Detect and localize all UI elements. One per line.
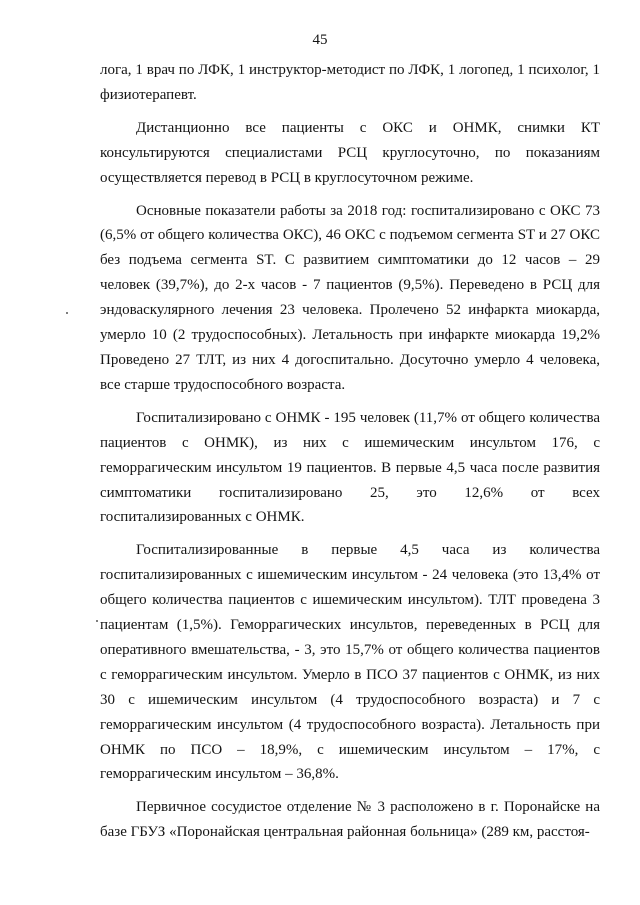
paragraph-remote-consultation: Дистанционно все пациенты с ОКС и ОНМК, снимки КТ консультируются специалистами РСЦ круглосуточно, по показаниям осуществляется перевод в РСЦ в круглосуточном режиме.: [100, 119, 600, 186]
paragraph-acs-indicators: Основные показатели работы за 2018 год: госпитализировано с ОКС 73 (6,5% от общего количества ОКС), 46 ОКС с подъемом сегмента ST и 27 ОКС без подъема сегмента ST. С развитием симптоматики до 12 часов – 29 человек (39,7%), до 2-х часов - 7 пациентов (9,5%). Переведено в РСЦ для эндоваскулярного лечения 23 человека. Пролечено 52 инфаркта миокарда, умерло 10 (2 трудоспособных). Летальность при инфаркте миокарда 19,2% Проведено 27 ТЛТ, из них 4 догоспитально. Досуточно умерло 4 человека, все старше трудоспособного возраста.: [100, 202, 600, 393]
paragraph-vascular-department-3: Первичное сосудистое отделение № 3 расположено в г. Поронайске на базе ГБУЗ «Поронайская центральная районная больница» (289 км, расстоя-: [100, 799, 600, 841]
paragraph-continuation: лога, 1 врач по ЛФК, 1 инструктор-методист по ЛФК, 1 логопед, 1 психолог, 1 физиотерапевт.: [100, 62, 600, 103]
scan-speck: [66, 312, 68, 314]
paragraph-stroke-hospitalization: Госпитализировано с ОНМК - 195 человек (11,7% от общего количества пациентов с ОНМК), из них с ишемическим инсультом 176, с геморрагическим инсультом 19 пациентов. В первые 4,5 часа после развития симптоматики госпитализировано 25, это 12,6% от всех госпитализированных с ОНМК.: [100, 409, 600, 526]
body-text: [100, 58, 600, 845]
scan-speck: [96, 620, 98, 622]
paragraph-stroke-outcomes: Госпитализированные в первые 4,5 часа из количества госпитализированных с ишемическим инсультом - 24 человека (это 13,4% от общего количества пациентов с ишемическим инсультом). ТЛТ проведена 3 пациентам (1,5%). Геморрагических инсультов, переведенных в РСЦ для оперативного вмешательства, - 3, это 15,7% от общего количества пациентов с геморрагическим инсультом. Умерло в ПСО 37 пациентов с ОНМК, из них 30 с ишемическим инсультом (4 трудоспособного возраста) и 7 с геморрагическим инсультом (4 трудоспособного возраста). Летальность при ОНМК по ПСО – 18,9%, с ишемическим инсультом – 17%, с геморрагическим инсультом – 36,8%.: [100, 542, 600, 783]
page-number: 45: [312, 32, 328, 48]
